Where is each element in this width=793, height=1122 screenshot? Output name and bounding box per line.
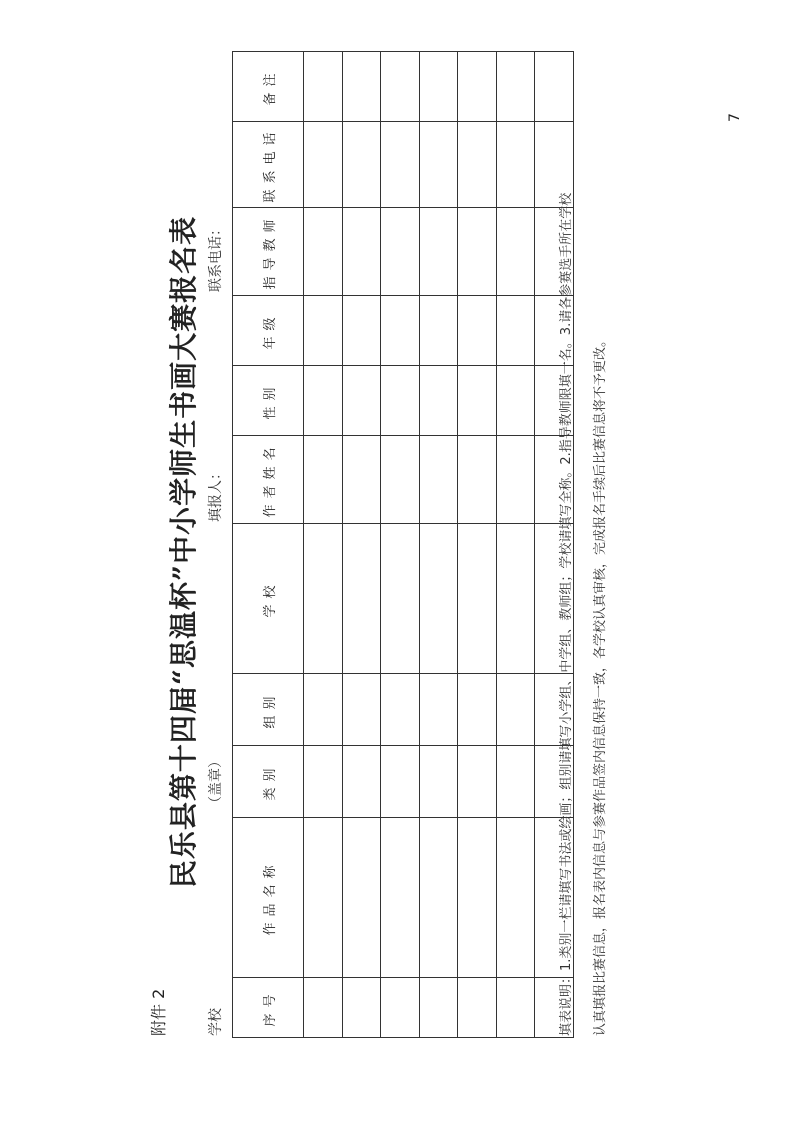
table-cell[interactable]	[381, 978, 420, 1038]
table-cell[interactable]	[419, 524, 458, 674]
table-cell[interactable]	[458, 524, 497, 674]
table-cell[interactable]	[304, 296, 343, 366]
table-cell[interactable]	[342, 746, 381, 818]
header-school: 学校	[233, 524, 304, 674]
table-cell[interactable]	[419, 818, 458, 978]
table-row	[304, 52, 343, 1038]
table-cell[interactable]	[381, 746, 420, 818]
table-cell[interactable]	[342, 674, 381, 746]
table-cell[interactable]	[458, 52, 497, 122]
table-cell[interactable]	[458, 746, 497, 818]
table-row	[419, 52, 458, 1038]
table-cell[interactable]	[419, 746, 458, 818]
table-cell[interactable]	[342, 818, 381, 978]
header-grade: 年级	[233, 296, 304, 366]
table-cell[interactable]	[304, 674, 343, 746]
table-cell[interactable]	[304, 52, 343, 122]
table-cell[interactable]	[381, 122, 420, 208]
header-remarks: 备注	[233, 52, 304, 122]
table-cell[interactable]	[419, 436, 458, 524]
table-cell[interactable]	[419, 52, 458, 122]
table-cell[interactable]	[458, 978, 497, 1038]
table-cell[interactable]	[496, 978, 535, 1038]
page-title: 民乐县第十四届“思温杯”中小学师生书画大赛报名表	[167, 215, 200, 889]
table-cell[interactable]	[342, 296, 381, 366]
table-cell[interactable]	[381, 524, 420, 674]
table-cell[interactable]	[496, 366, 535, 436]
table-cell[interactable]	[381, 366, 420, 436]
table-cell[interactable]	[496, 208, 535, 296]
table-cell[interactable]	[342, 436, 381, 524]
instructions-line-1: 填表说明：1.类别一栏请填写书法或绘画；组别请填写小学组、中学组、教师组；学校请填写全称。2.指导教师限填一名。3.请各参赛选手所在学校	[559, 192, 574, 1036]
table-cell[interactable]	[496, 122, 535, 208]
table-cell[interactable]	[535, 52, 574, 122]
table-cell[interactable]	[342, 524, 381, 674]
table-cell[interactable]	[304, 436, 343, 524]
table-cell[interactable]	[304, 208, 343, 296]
table-cell[interactable]	[496, 52, 535, 122]
table-cell[interactable]	[496, 818, 535, 978]
header-group: 组别	[233, 674, 304, 746]
stamp-note: （盖章）	[208, 754, 224, 810]
attachment-label: 附件 2	[149, 988, 168, 1036]
table-cell[interactable]	[342, 208, 381, 296]
table-cell[interactable]	[458, 818, 497, 978]
table-cell[interactable]	[304, 978, 343, 1038]
fill-instructions	[550, 193, 618, 1036]
table-cell[interactable]	[419, 674, 458, 746]
contact-label: 联系电话：	[208, 222, 224, 292]
table-cell[interactable]	[342, 366, 381, 436]
table-cell[interactable]	[458, 122, 497, 208]
table-cell[interactable]	[419, 122, 458, 208]
table-row	[496, 52, 535, 1038]
table-cell[interactable]	[419, 366, 458, 436]
table-cell[interactable]	[342, 978, 381, 1038]
header-teacher: 指导教师	[233, 208, 304, 296]
table-cell[interactable]	[304, 746, 343, 818]
table-cell[interactable]	[381, 208, 420, 296]
table-row	[342, 52, 381, 1038]
table-cell[interactable]	[304, 524, 343, 674]
page-number: 7	[727, 113, 743, 122]
table-row	[381, 52, 420, 1038]
table-row	[458, 52, 497, 1038]
table-cell[interactable]	[342, 52, 381, 122]
table-cell[interactable]	[342, 122, 381, 208]
table-cell[interactable]	[458, 366, 497, 436]
instructions-line-2: 认真填报比赛信息，报名表内信息与参赛作品签内信息保持一致，各学校认真审核，完成报名手续后比赛信息将不予更改。	[593, 333, 608, 1036]
table-cell[interactable]	[496, 436, 535, 524]
table-cell[interactable]	[381, 674, 420, 746]
header-row	[233, 52, 304, 1038]
school-label: 学校	[208, 1008, 224, 1036]
table-cell[interactable]	[458, 436, 497, 524]
table-cell[interactable]	[304, 366, 343, 436]
table-cell[interactable]	[419, 208, 458, 296]
table-cell[interactable]	[381, 52, 420, 122]
table-cell[interactable]	[419, 978, 458, 1038]
table-cell[interactable]	[458, 296, 497, 366]
table-body	[304, 52, 574, 1038]
header-phone: 联系电话	[233, 122, 304, 208]
header-author: 作者姓名	[233, 436, 304, 524]
table-cell[interactable]	[458, 674, 497, 746]
table-cell[interactable]	[496, 746, 535, 818]
table-cell[interactable]	[496, 296, 535, 366]
table-cell[interactable]	[496, 674, 535, 746]
header-seq: 序号	[233, 978, 304, 1038]
table-cell[interactable]	[304, 122, 343, 208]
table-cell[interactable]	[304, 818, 343, 978]
table-cell[interactable]	[419, 296, 458, 366]
table-cell[interactable]	[496, 524, 535, 674]
table-cell[interactable]	[381, 296, 420, 366]
table-cell[interactable]	[381, 818, 420, 978]
header-gender: 性别	[233, 366, 304, 436]
registration-table	[232, 51, 574, 1038]
table-cell[interactable]	[458, 208, 497, 296]
header-category: 类别	[233, 746, 304, 818]
filler-label: 填报人：	[208, 466, 224, 522]
table-cell[interactable]	[381, 436, 420, 524]
header-work-name: 作品名称	[233, 818, 304, 978]
